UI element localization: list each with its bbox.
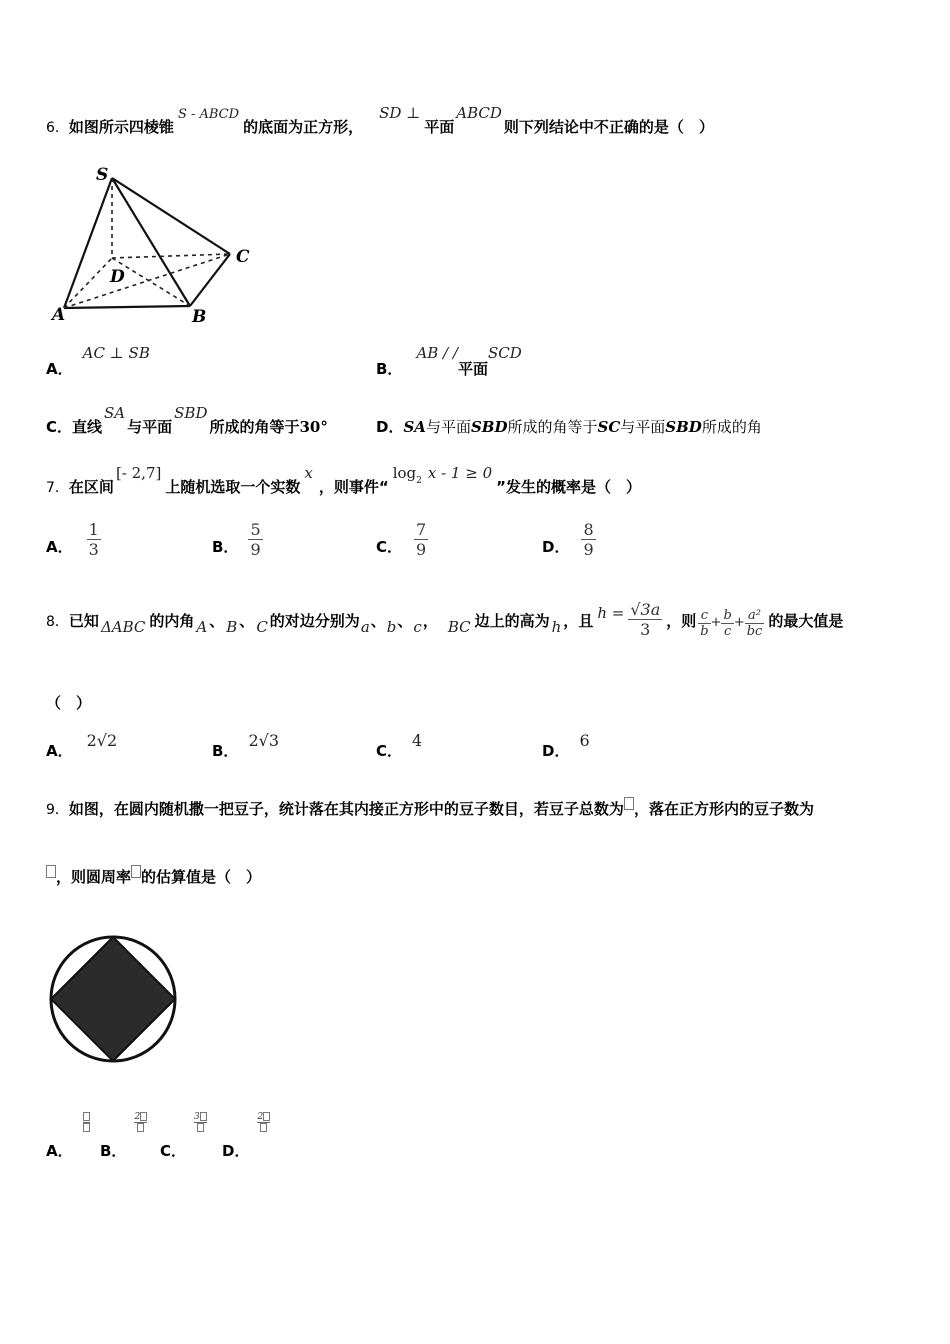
q6-label-c: C [236, 247, 250, 267]
q6-label-s: S [96, 165, 109, 185]
q9-option-c-label: C． [160, 1142, 187, 1160]
q6-option-d-text-3: 与平面 [620, 418, 666, 436]
q8-option-c[interactable] [376, 730, 423, 760]
q7-option-c-denominator: 9 [416, 540, 427, 559]
q9-option-b-denominator [134, 1122, 147, 1133]
q9-option-a-label: A． [46, 1142, 73, 1160]
q7-option-c-fraction [414, 520, 428, 559]
q6-option-c-text-3: 所成的角等于 [209, 418, 300, 436]
q6-option-a-label: A． [46, 360, 73, 378]
q6-option-d-math-3: SC [597, 418, 621, 436]
q9-option-c-numerator: 3 [194, 1112, 207, 1122]
q7-number: 7． [46, 480, 69, 496]
q8-option-a[interactable] [46, 730, 118, 760]
q6-text-1: 如图所示四棱锥 [68, 118, 174, 136]
q8-option-b-value: 2√3 [248, 731, 279, 750]
q8-option-d[interactable] [542, 730, 590, 760]
q8-option-d-value: 6 [579, 731, 590, 750]
q6-option-d-math-2: SBD [470, 418, 508, 436]
q6-stem [46, 102, 714, 138]
q9-option-c-denominator [194, 1122, 207, 1133]
q6-option-d-text-4: 所成的角 [701, 418, 762, 436]
q8-side-c: c [413, 618, 422, 636]
q9-option-a-fraction [83, 1112, 90, 1133]
q6-math-pyramid: S - ABCD [177, 107, 240, 122]
q7-option-d-fraction [581, 520, 595, 559]
q8-option-d-label: D． [542, 742, 570, 760]
q6-math-sd-perp: SD ⊥ [379, 104, 421, 122]
q7-option-d-numerator: 8 [583, 520, 594, 539]
q7-option-a-denominator: 3 [88, 540, 99, 559]
q9-option-d[interactable] [222, 1112, 270, 1160]
q7-option-d-label: D． [542, 538, 570, 556]
q8-frac-3-numerator: a² [748, 608, 761, 623]
q9-stem-line-1 [46, 798, 814, 819]
q8-height-h: h [551, 618, 562, 636]
q8-option-b-label: B． [212, 742, 239, 760]
q9-number: 9． [46, 802, 69, 818]
q8-h-eq: h = [597, 604, 625, 622]
q7-option-a-label: A． [46, 538, 73, 556]
q8-side-a: a [360, 618, 370, 636]
q9-circle-square-figure [44, 918, 184, 1078]
q7-var-x: x [304, 464, 313, 482]
q8-option-c-value: 4 [412, 731, 423, 750]
q6-math-abcd: ABCD [456, 104, 502, 122]
q7-option-a[interactable] [46, 520, 101, 559]
q9-text-4: 的估算值是（ ） [141, 868, 262, 886]
q7-log: log [392, 464, 417, 482]
q7-interval: [- 2,7] [115, 464, 162, 482]
q6-option-d-math-4: SBD [665, 418, 702, 436]
q8-frac-2-denominator: c [721, 623, 733, 639]
q8-side-bc: BC [447, 618, 471, 636]
q7-text-1: 在区间 [68, 478, 114, 496]
q6-label-b: B [192, 307, 207, 327]
q7-option-d-denominator: 9 [583, 540, 594, 559]
q9-option-b-numerator: 2 [134, 1112, 147, 1122]
q9-option-b-label: B． [100, 1142, 127, 1160]
q7-option-c[interactable] [376, 520, 428, 559]
q7-option-b[interactable] [212, 520, 263, 559]
q7-option-a-numerator: 1 [88, 520, 99, 539]
q6-option-c-text-2: 与平面 [127, 418, 173, 436]
q9-option-c-fraction [194, 1112, 207, 1133]
q6-option-c-angle: 30° [299, 418, 328, 436]
q9-option-d-label: D． [222, 1142, 250, 1160]
q7-expr: x - 1 ≥ 0 [427, 464, 493, 482]
q9-total-placeholder-icon [624, 797, 634, 810]
q8-text-4: ， [422, 612, 438, 630]
q8-text-5: 边上的高为 [474, 612, 550, 630]
q9-text-1: 如图，在圆内随机撒一把豆子，统计落在其内接正方形中的豆子数目，若豆子总数为 [68, 800, 624, 818]
q7-option-d[interactable] [542, 520, 596, 559]
q8-frac-1 [698, 608, 710, 639]
q8-option-a-value: 2√2 [86, 731, 118, 750]
q6-text-3: 平面 [424, 118, 455, 136]
q9-stem-line-2 [46, 866, 261, 887]
q7-log-base: 2 [416, 476, 422, 486]
q8-frac-3-denominator: bc [746, 624, 763, 639]
q8-angle-a: A [196, 618, 208, 636]
q8-option-c-label: C． [376, 742, 403, 760]
q8-plus-1: + [710, 615, 722, 630]
q8-frac-1-denominator: b [700, 624, 709, 639]
q6-text-2: 的底面为正方形， [243, 118, 364, 136]
q7-text-4: ”发生的概率是（ ） [496, 478, 641, 496]
q8-option-b[interactable] [212, 730, 279, 760]
q6-option-c-text-1: 直线 [72, 418, 103, 436]
q7-text-2: 上随机选取一个实数 [165, 478, 301, 496]
q9-count-placeholder-icon [46, 865, 56, 878]
q6-option-c-label: C． [46, 418, 73, 436]
q9-text-3: ，则圆周率 [56, 868, 132, 886]
q6-option-d-math-1: SA [403, 418, 426, 436]
q9-option-d-numerator: 2 [257, 1112, 270, 1122]
q9-option-a-denominator [83, 1122, 90, 1133]
q8-sep-2: 、 [239, 612, 255, 630]
q8-triangle: ΔABC [100, 618, 146, 636]
q9-option-c[interactable] [160, 1112, 207, 1160]
q8-h-numerator: √3a [630, 600, 661, 619]
q6-option-a[interactable] [46, 342, 150, 378]
q6-option-b-math-2: SCD [487, 344, 522, 362]
q6-option-c-math-1: SA [104, 404, 126, 422]
q7-option-b-fraction [248, 520, 262, 559]
q8-angle-c: C [256, 618, 268, 636]
q7-option-b-label: B． [212, 538, 239, 556]
q8-text-8: 的最大值是 [768, 612, 844, 630]
q6-number: 6． [46, 120, 69, 136]
q9-pi-placeholder-icon [131, 865, 141, 878]
q8-text-3: 的对边分别为 [269, 612, 360, 630]
q8-frac-1-numerator: c [700, 608, 709, 623]
q6-option-b-math-1: AB / / [416, 344, 458, 362]
q8-stem [46, 600, 844, 643]
q8-text-1: 已知 [68, 612, 99, 630]
q9-option-a-numerator [83, 1112, 90, 1122]
q7-stem [46, 462, 641, 496]
q7-option-c-label: C． [376, 538, 403, 556]
q8-paren: （ ） [46, 694, 92, 712]
q8-sep-4: 、 [397, 612, 413, 630]
q6-label-a: A [52, 305, 66, 325]
q6-option-d-label: D． [376, 418, 404, 436]
q6-option-a-math: AC ⊥ SB [82, 344, 150, 362]
q8-side-b: b [386, 618, 397, 636]
q8-text-2: 的内角 [149, 612, 195, 630]
q7-option-c-numerator: 7 [416, 520, 427, 539]
q6-option-b[interactable] [376, 342, 522, 378]
q8-angle-b: B [226, 618, 238, 636]
q8-sep-3: 、 [370, 612, 386, 630]
q6-option-d[interactable] [376, 416, 762, 437]
q6-option-b-text: 平面 [457, 360, 488, 378]
q8-sep-1: 、 [209, 612, 225, 630]
q8-h-denominator: 3 [628, 619, 662, 639]
q9-option-a[interactable] [46, 1112, 90, 1160]
q6-option-c-math-2: SBD [174, 404, 208, 422]
q6-option-b-label: B． [376, 360, 403, 378]
q7-text-3: ，则事件“ [318, 478, 389, 496]
q7-option-b-numerator: 5 [250, 520, 261, 539]
q8-h-fraction [628, 600, 662, 639]
q6-option-c[interactable] [46, 402, 328, 436]
q6-label-d: D [110, 267, 125, 287]
q7-option-b-denominator: 9 [250, 540, 261, 559]
q8-text-6: ，且 [563, 612, 594, 630]
q9-option-d-denominator [257, 1122, 270, 1133]
q6-option-d-text-2: 所成的角等于 [507, 418, 598, 436]
q8-text-7: ，则 [666, 612, 697, 630]
q6-option-d-text-1: 与平面 [425, 418, 471, 436]
q6-pyramid-figure [50, 158, 260, 328]
q8-frac-2-numerator: b [723, 608, 732, 623]
q6-text-4: 则下列结论中不正确的是（ ） [503, 118, 714, 136]
q9-option-d-fraction [257, 1112, 270, 1133]
q8-plus-2: + [733, 615, 745, 630]
q8-frac-2 [721, 608, 733, 639]
q8-frac-3 [745, 608, 765, 639]
q8-number: 8． [46, 614, 69, 630]
q7-option-a-fraction [87, 520, 101, 559]
q9-option-b-fraction [134, 1112, 147, 1133]
q9-text-2: ，落在正方形内的豆子数为 [633, 800, 814, 818]
q9-option-b[interactable] [100, 1112, 147, 1160]
q8-option-a-label: A． [46, 742, 73, 760]
